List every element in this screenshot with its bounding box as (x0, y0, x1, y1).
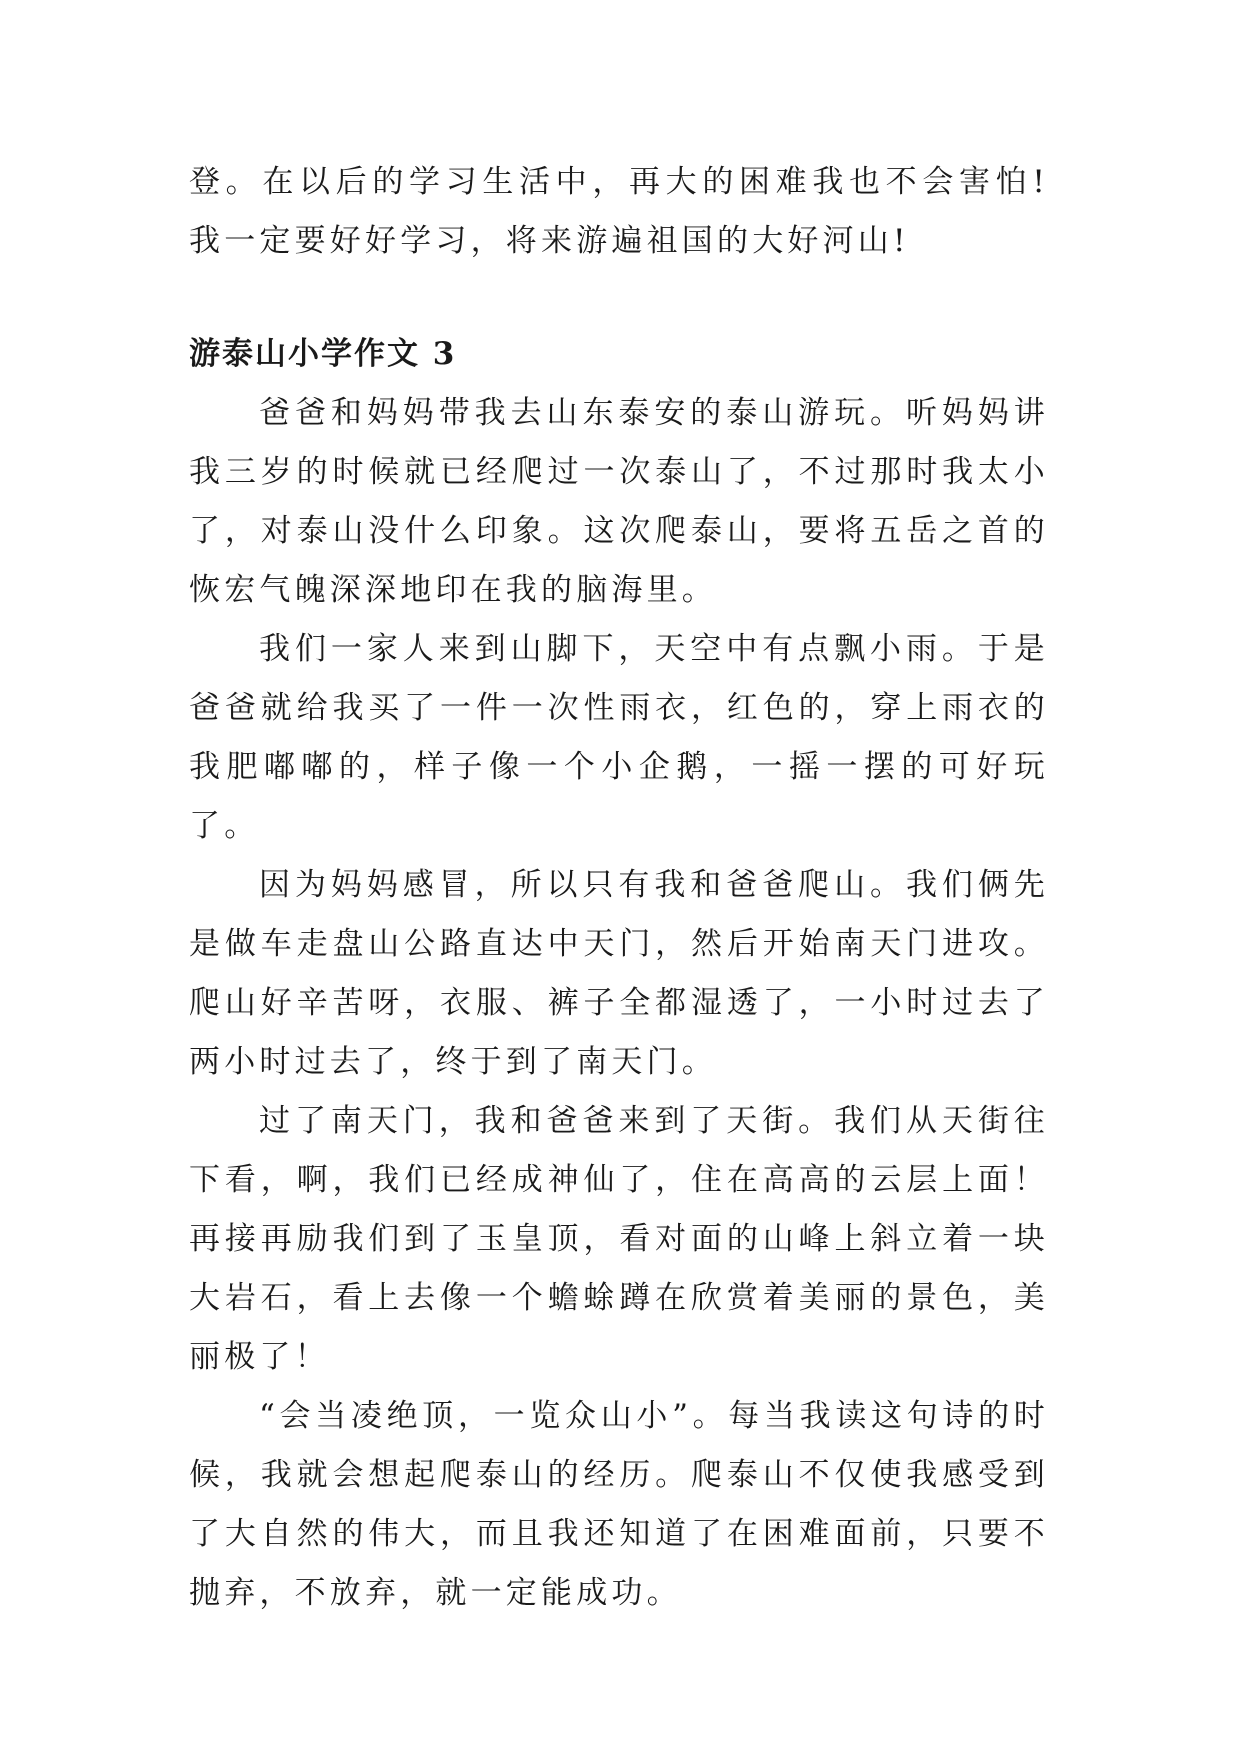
document-body (189, 153, 1049, 1623)
paragraph-5: “会当凌绝顶，一览众山小”。每当我读这句诗的时候，我就会想起爬泰山的经历。爬泰山不仅使我感受到了大自然的伟大，而且我还知道了在困难面前，只要不抛弃，不放弃，就一定能成功。 (189, 1398, 1049, 1611)
paragraph-4: 过了南天门，我和爸爸来到了天街。我们从天街往下看，啊，我们已经成神仙了，住在高高的云层上面！再接再励我们到了玉皇顶，看对面的山峰上斜立着一块大岩石，看上去像一个蟾蜍蹲在欣赏着美丽的景色，美丽极了！ (189, 1103, 1049, 1375)
paragraph-1: 爸爸和妈妈带我去山东泰安的泰山游玩。听妈妈讲我三岁的时候就已经爬过一次泰山了，不过那时我太小了，对泰山没什么印象。这次爬泰山，要将五岳之首的恢宏气魄深深地印在我的脑海里。 (189, 395, 1049, 608)
paragraph-2: 我们一家人来到山脚下，天空中有点飘小雨。于是爸爸就给我买了一件一次性雨衣，红色的，穿上雨衣的我肥嘟嘟的，样子像一个小企鹅，一摇一摆的可好玩了。 (189, 631, 1049, 844)
section-title: 游泰山小学作文 3 (189, 336, 457, 372)
opening-paragraph: 登。在以后的学习生活中，再大的困难我也不会害怕!我一定要好好学习，将来游遍祖国的大好河山! (189, 164, 1049, 259)
paragraph-3: 因为妈妈感冒，所以只有我和爸爸爬山。我们俩先是做车走盘山公路直达中天门，然后开始南天门进攻。爬山好辛苦呀，衣服、裤子全都湿透了，一小时过去了两小时过去了，终于到了南天门。 (189, 867, 1049, 1080)
